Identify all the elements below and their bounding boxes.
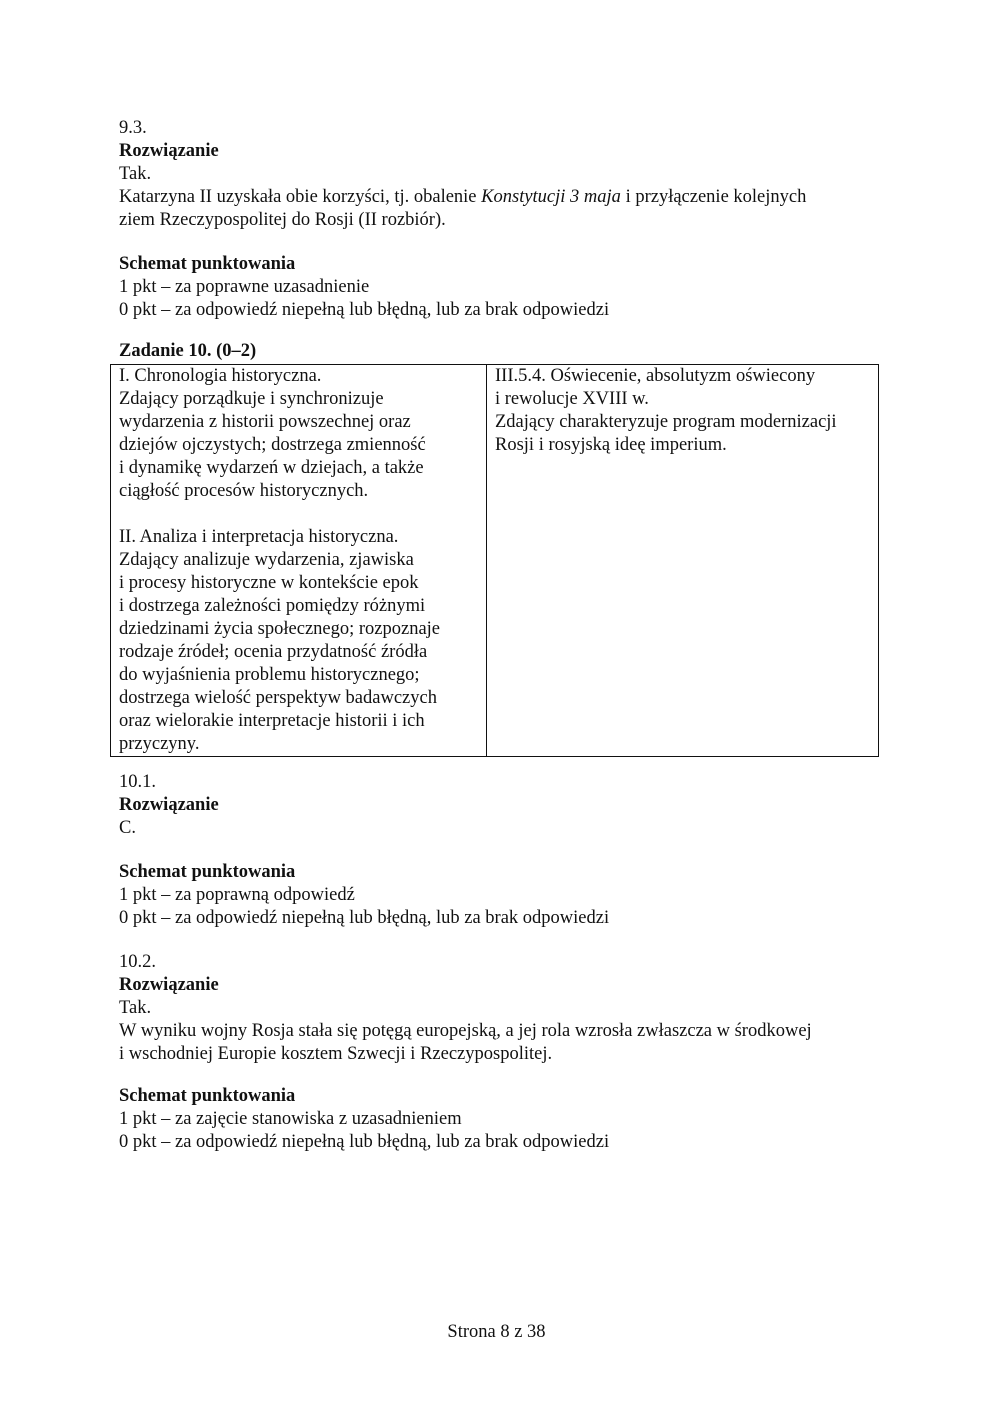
answer-text: C. xyxy=(119,818,136,838)
solution-heading: Rozwiązanie xyxy=(119,975,219,995)
table-cell-line: Zdający porządkuje i synchronizuje xyxy=(119,389,384,409)
schema-point-1: 1 pkt – za zajęcie stanowiska z uzasadnieniem xyxy=(119,1109,462,1129)
table-cell-line: przyczyny. xyxy=(119,734,200,754)
table-cell-line: III.5.4. Oświecenie, absolutyzm oświecony xyxy=(495,366,816,386)
table-cell-line: oraz wielorakie interpretacje historii i ich xyxy=(119,711,425,731)
table-cell-line: I. Chronologia historyczna. xyxy=(119,366,322,386)
section-number: 10.1. xyxy=(119,772,156,792)
task-title: Zadanie 10. (0–2) xyxy=(119,341,257,361)
schema-point-1: 1 pkt – za poprawną odpowiedź xyxy=(119,885,355,905)
section-number: 9.3. xyxy=(119,118,147,138)
schema-point-1: 1 pkt – za poprawne uzasadnienie xyxy=(119,277,370,297)
explanation-line: ziem Rzeczypospolitej do Rosji (II rozbiór). xyxy=(119,210,446,230)
section-10-2 xyxy=(119,951,889,1154)
table-cell-line: do wyjaśnienia problemu historycznego; xyxy=(119,665,420,685)
general-requirements-cell xyxy=(111,365,487,757)
table-cell-line: Zdający analizuje wydarzenia, zjawiska xyxy=(119,550,414,570)
schema-point-0: 0 pkt – za odpowiedź niepełną lub błędną, lub za brak odpowiedzi xyxy=(119,1132,610,1152)
schema-heading: Schemat punktowania xyxy=(119,1086,296,1106)
table-cell-line: Rosji i rosyjską ideę imperium. xyxy=(495,435,727,455)
explanation-line: i wschodniej Europie kosztem Szwecji i Rzeczypospolitej. xyxy=(119,1044,553,1064)
explanation-line: W wyniku wojny Rosja stała się potęgą europejską, a jej rola wzrosła zwłaszcza w środkowej xyxy=(119,1021,812,1041)
explanation-italic: Konstytucji 3 maja xyxy=(481,187,621,207)
table-cell-line: dziedzinami życia społecznego; rozpoznaje xyxy=(119,619,441,639)
table-cell-line: wydarzenia z historii powszechnej oraz xyxy=(119,412,411,432)
section-10-1 xyxy=(119,771,889,930)
answer-text: Tak. xyxy=(119,998,152,1018)
explanation-part: i przyłączenie kolejnych xyxy=(620,187,807,207)
requirements-table xyxy=(110,364,879,757)
table-cell-line: i dostrzega zależności pomiędzy różnymi xyxy=(119,596,426,616)
table-cell-line: II. Analiza i interpretacja historyczna. xyxy=(119,527,399,547)
explanation-part: Katarzyna II uzyskała obie korzyści, tj. obalenie xyxy=(119,187,482,207)
schema-heading: Schemat punktowania xyxy=(119,254,296,274)
answer-text: Tak. xyxy=(119,164,152,184)
table-cell-line: i rewolucje XVIII w. xyxy=(495,389,649,409)
table-cell-line: dostrzega wielość perspektyw badawczych xyxy=(119,688,437,708)
solution-heading: Rozwiązanie xyxy=(119,795,219,815)
table-row xyxy=(111,365,879,757)
section-9-3 xyxy=(119,117,879,322)
explanation-line xyxy=(119,186,879,209)
answers-block xyxy=(119,771,889,1154)
schema-point-0: 0 pkt – za odpowiedź niepełną lub błędną, lub za brak odpowiedzi xyxy=(119,908,610,928)
table-cell-line: dziejów ojczystych; dostrzega zmienność xyxy=(119,435,426,455)
specific-requirements-cell xyxy=(487,365,879,757)
table-cell-line: i procesy historyczne w kontekście epok xyxy=(119,573,419,593)
table-cell-line: Zdający charakteryzuje program modernizacji xyxy=(495,412,837,432)
schema-heading: Schemat punktowania xyxy=(119,862,296,882)
table-cell-line: ciągłość procesów historycznych. xyxy=(119,481,369,501)
solution-heading: Rozwiązanie xyxy=(119,141,219,161)
section-number: 10.2. xyxy=(119,952,156,972)
table-cell-line: rodzaje źródeł; ocenia przydatność źródła xyxy=(119,642,428,662)
table-cell-line: i dynamikę wydarzeń w dziejach, a także xyxy=(119,458,424,478)
schema-point-0: 0 pkt – za odpowiedź niepełną lub błędną, lub za brak odpowiedzi xyxy=(119,300,610,320)
page-footer xyxy=(0,1321,993,1344)
page-number: Strona 8 z 38 xyxy=(447,1322,546,1342)
